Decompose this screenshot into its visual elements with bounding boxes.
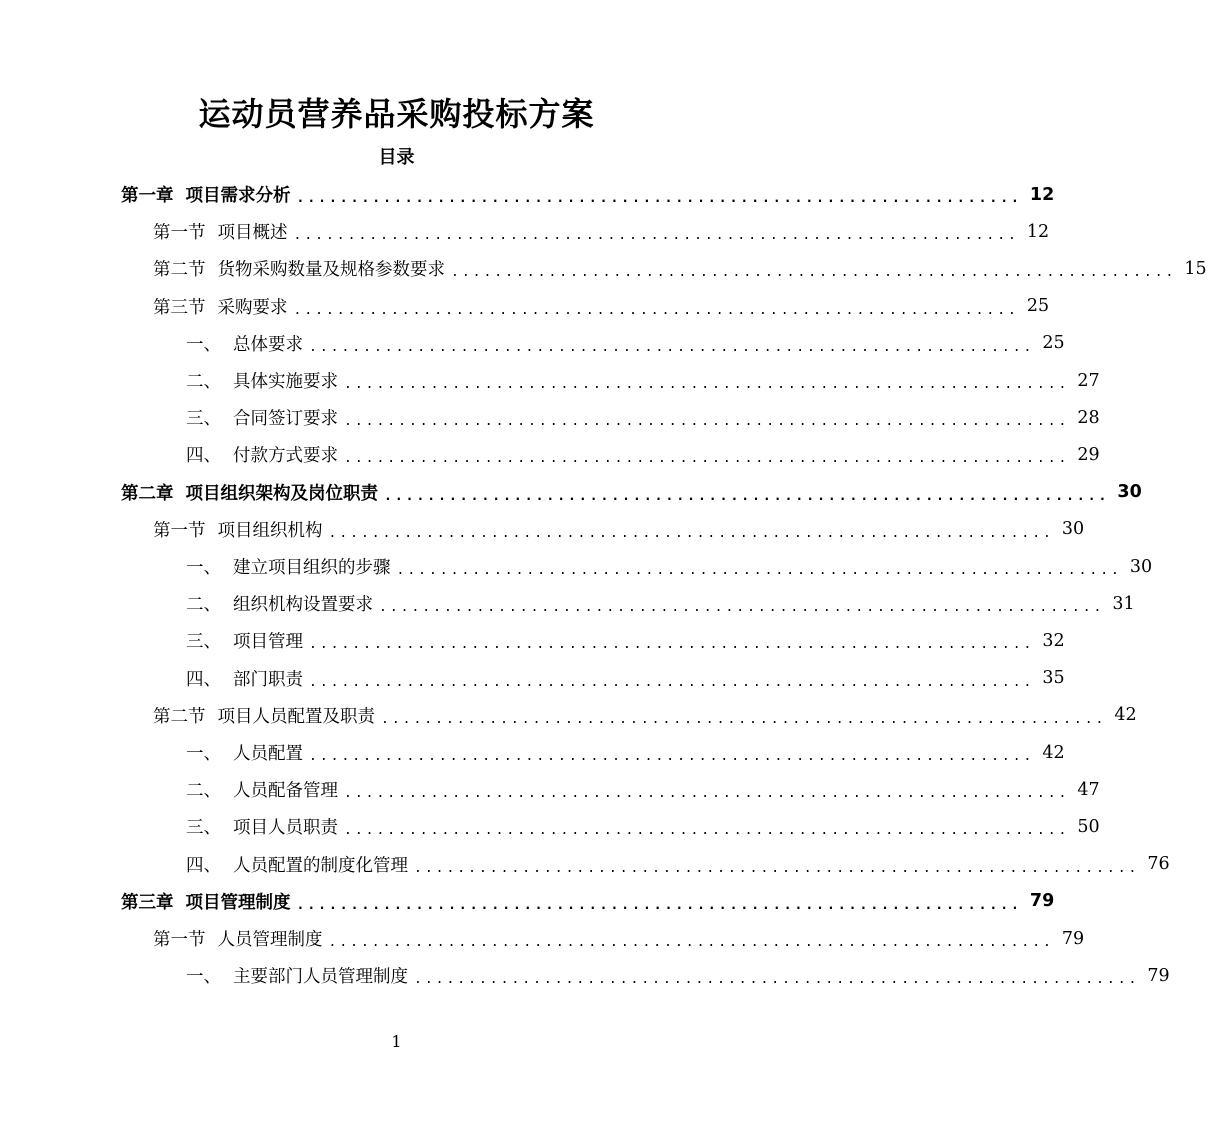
toc-entry-number: 第三节 <box>153 297 206 318</box>
toc-entry-page: 30 <box>1117 482 1142 503</box>
toc-heading: 目录 <box>378 147 415 168</box>
toc-dot-leader: ................................................................... <box>451 265 1177 281</box>
toc-entry[interactable] <box>121 883 1055 920</box>
document-title: 运动员营养品采购投标方案 <box>198 95 595 133</box>
toc-entry-number: 二、 <box>186 781 221 802</box>
toc-entry[interactable] <box>121 176 1055 213</box>
toc-entry-number: 一、 <box>186 744 221 764</box>
toc-entry-number: 三、 <box>186 409 221 430</box>
toc-entry-title: 主要部门人员管理制度 <box>233 967 408 988</box>
toc-entry-page: 15 <box>1184 258 1207 279</box>
page-number: 1 <box>391 1032 402 1051</box>
toc-dot-leader: ................................................................... <box>344 786 1070 802</box>
toc-dot-leader: ................................................................... <box>293 302 1019 318</box>
toc-entry-number: 第二章 <box>121 483 174 504</box>
toc-entry-page: 28 <box>1077 407 1100 428</box>
toc-dot-leader: ................................................................... <box>344 414 1070 430</box>
toc-dot-leader: ................................................................... <box>328 935 1054 950</box>
toc-dot-leader: ................................................................... <box>296 191 1022 206</box>
toc-entry-number: 二、 <box>186 595 221 616</box>
toc-entry-title: 部门职责 <box>233 669 303 690</box>
toc-entry-title: 建立项目组织的步骤 <box>233 558 391 578</box>
toc-entry-number: 一、 <box>186 334 221 355</box>
toc-entry-title: 总体要求 <box>233 334 303 355</box>
toc-entry-title: 项目需求分析 <box>185 186 291 206</box>
toc-entry-page: 47 <box>1077 779 1100 800</box>
toc-entry-title: 组织机构设置要求 <box>233 595 373 616</box>
toc-dot-leader: ................................................................... <box>344 377 1070 392</box>
toc-dot-leader: ................................................................... <box>344 823 1070 839</box>
toc-entry-title: 项目管理 <box>233 632 303 653</box>
toc-entry[interactable] <box>186 399 1100 436</box>
toc-dot-leader: ................................................................... <box>309 339 1035 355</box>
toc-entry-title: 货物采购数量及规格参数要求 <box>217 260 445 281</box>
toc-entry-number: 四、 <box>186 669 221 690</box>
toc-entry[interactable] <box>186 734 1065 771</box>
toc-entry-number: 四、 <box>186 446 221 467</box>
toc-dot-leader: ................................................................... <box>414 860 1140 876</box>
toc-entry[interactable] <box>186 771 1100 808</box>
toc-entry-page: 27 <box>1077 370 1100 391</box>
toc-entry[interactable] <box>186 362 1100 399</box>
toc-entry-number: 第三章 <box>121 892 174 913</box>
toc-entry-number: 四、 <box>186 855 221 876</box>
toc-entry[interactable] <box>153 213 1050 250</box>
toc-entry-page: 12 <box>1026 221 1050 242</box>
toc-entry[interactable] <box>186 957 1170 994</box>
toc-entry-page: 79 <box>1061 928 1085 949</box>
toc-entry-title: 人员配置 <box>233 744 303 764</box>
toc-entry[interactable] <box>153 250 1207 287</box>
toc-entry-title: 采购要求 <box>217 297 288 318</box>
toc-dot-leader: ................................................................... <box>396 563 1122 578</box>
toc-entry[interactable] <box>153 511 1085 548</box>
toc-entry-number: 第二节 <box>153 706 206 727</box>
toc-entry[interactable] <box>186 585 1135 622</box>
toc-entry-page: 30 <box>1061 519 1085 540</box>
toc-dot-leader: ................................................................... <box>379 600 1105 616</box>
toc-entry-number: 第一节 <box>153 223 206 244</box>
toc-entry-page: 79 <box>1147 965 1170 986</box>
toc-entry-number: 二、 <box>186 372 221 392</box>
toc-entry-title: 项目概述 <box>217 223 288 244</box>
toc-entry-title: 付款方式要求 <box>233 446 338 467</box>
toc-entry-page: 32 <box>1042 630 1065 651</box>
toc-entry-page: 35 <box>1042 668 1065 689</box>
toc-entry-title: 项目组织架构及岗位职责 <box>185 483 378 504</box>
toc-entry-title: 具体实施要求 <box>233 372 338 392</box>
toc-dot-leader: ................................................................... <box>296 897 1022 913</box>
toc-dot-leader: ................................................................... <box>384 488 1110 504</box>
toc-entry[interactable] <box>121 474 1142 511</box>
toc-entry[interactable] <box>186 548 1153 585</box>
toc-entry-number: 第一节 <box>153 520 206 541</box>
toc-entry-number: 第一章 <box>121 186 174 206</box>
toc-entry-title: 项目人员职责 <box>233 818 338 839</box>
toc-dot-leader: ................................................................... <box>344 451 1070 467</box>
toc-entry-title: 人员配备管理 <box>233 781 338 802</box>
toc-entry-number: 三、 <box>186 818 221 839</box>
toc-entry-page: 50 <box>1077 816 1100 837</box>
toc-entry-number: 第一节 <box>153 930 206 950</box>
toc-entry[interactable] <box>186 808 1100 845</box>
toc-entry-page: 79 <box>1029 891 1055 912</box>
toc-dot-leader: ................................................................... <box>309 637 1035 653</box>
toc-entry-page: 42 <box>1114 705 1137 726</box>
toc-entry-page: 30 <box>1129 556 1153 577</box>
toc-entry-page: 25 <box>1026 296 1050 317</box>
toc-dot-leader: ................................................................... <box>293 228 1019 244</box>
toc-entry-page: 12 <box>1029 184 1055 205</box>
toc-entry-number: 第二节 <box>153 260 206 281</box>
toc-entry-number: 三、 <box>186 632 221 653</box>
toc-entry[interactable] <box>186 846 1170 883</box>
toc-entry[interactable] <box>186 660 1065 697</box>
toc-entry[interactable] <box>186 436 1100 473</box>
toc-entry-page: 29 <box>1077 444 1100 465</box>
toc-entry-title: 项目组织机构 <box>217 520 323 541</box>
toc-dot-leader: ................................................................... <box>414 972 1140 988</box>
toc-entry-number: 一、 <box>186 558 221 578</box>
toc-dot-leader: ................................................................... <box>309 674 1035 690</box>
toc-entry[interactable] <box>153 920 1085 957</box>
toc-entry-number: 一、 <box>186 967 221 988</box>
toc-entry-title: 人员配置的制度化管理 <box>233 855 408 876</box>
toc-entry-page: 76 <box>1147 854 1170 875</box>
toc-entry[interactable] <box>186 325 1065 362</box>
toc-dot-leader: ................................................................... <box>381 711 1107 727</box>
toc-entry-page: 31 <box>1112 593 1135 614</box>
toc-entry-title: 合同签订要求 <box>233 409 338 430</box>
toc-dot-leader: ................................................................... <box>309 749 1035 764</box>
toc-entry-page: 42 <box>1042 742 1065 763</box>
toc-entry-title: 项目人员配置及职责 <box>217 706 375 727</box>
toc-dot-leader: ................................................................... <box>328 525 1054 541</box>
toc-entry[interactable] <box>186 622 1065 659</box>
toc-entry[interactable] <box>153 288 1050 325</box>
toc-entry-title: 项目管理制度 <box>185 892 291 913</box>
toc-entry-title: 人员管理制度 <box>217 930 323 950</box>
toc-entry-page: 25 <box>1042 333 1065 354</box>
toc-entry[interactable] <box>153 697 1137 734</box>
